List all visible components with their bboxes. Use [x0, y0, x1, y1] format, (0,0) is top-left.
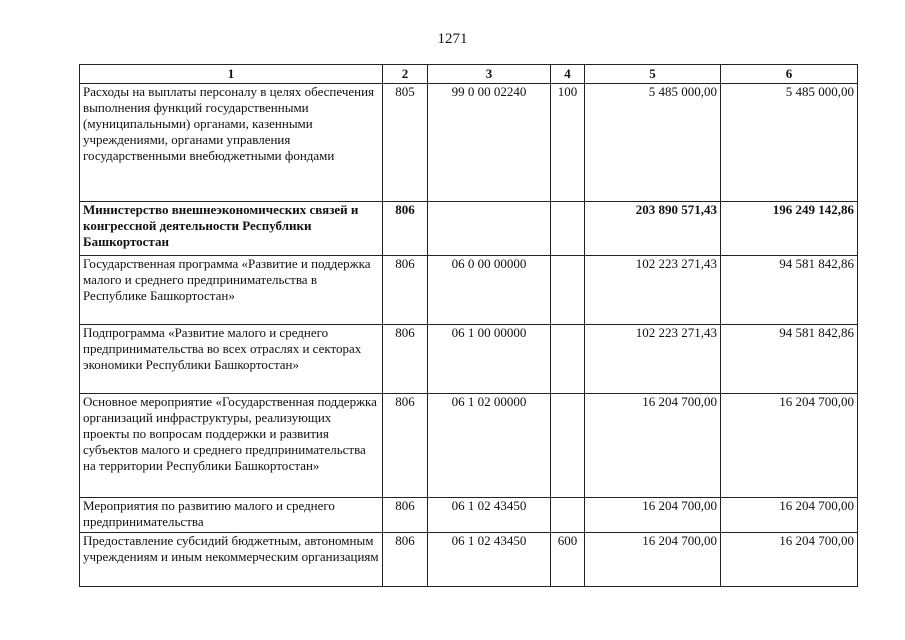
ministry-code-cell: 806 — [383, 325, 428, 394]
table-row — [80, 498, 858, 533]
table-row — [80, 533, 858, 587]
amount-column-5-cell: 16 204 700,00 — [585, 498, 721, 533]
amount-column-5-cell: 102 223 271,43 — [585, 325, 721, 394]
column-header-1: 1 — [80, 65, 383, 84]
target-item-cell: 06 1 00 00000 — [428, 325, 551, 394]
amount-column-6-cell: 16 204 700,00 — [721, 394, 858, 498]
expense-type-cell — [551, 325, 585, 394]
expense-type-cell: 100 — [551, 84, 585, 202]
amount-column-6-cell: 196 249 142,86 — [721, 202, 858, 256]
ministry-code-cell: 806 — [383, 394, 428, 498]
column-header-5: 5 — [585, 65, 721, 84]
expense-type-cell — [551, 202, 585, 256]
amount-column-5-cell: 16 204 700,00 — [585, 533, 721, 587]
amount-column-5-cell: 203 890 571,43 — [585, 202, 721, 256]
amount-column-6-cell: 16 204 700,00 — [721, 533, 858, 587]
ministry-code-cell: 806 — [383, 256, 428, 325]
row-name-cell: Подпрограмма «Развитие малого и среднего предпринимательства во всех отраслях и секторах экономики Республики Башкортостан» — [80, 325, 383, 394]
column-header-4: 4 — [551, 65, 585, 84]
target-item-cell: 06 1 02 43450 — [428, 533, 551, 587]
table-row — [80, 394, 858, 498]
row-name-cell: Предоставление субсидий бюджетным, автономным учреждениям и иным некоммерческим организациям — [80, 533, 383, 587]
row-name-cell: Государственная программа «Развитие и поддержка малого и среднего предпринимательства в Республике Башкортостан» — [80, 256, 383, 325]
amount-column-6-cell: 16 204 700,00 — [721, 498, 858, 533]
amount-column-5-cell: 16 204 700,00 — [585, 394, 721, 498]
column-header-2: 2 — [383, 65, 428, 84]
target-item-cell — [428, 202, 551, 256]
target-item-cell: 99 0 00 02240 — [428, 84, 551, 202]
expense-type-cell — [551, 498, 585, 533]
expense-type-cell — [551, 394, 585, 498]
ministry-code-cell: 806 — [383, 202, 428, 256]
amount-column-5-cell: 102 223 271,43 — [585, 256, 721, 325]
row-name-cell: Мероприятия по развитию малого и среднего предпринимательства — [80, 498, 383, 533]
target-item-cell: 06 1 02 00000 — [428, 394, 551, 498]
header-row — [80, 65, 858, 84]
budget-table — [79, 64, 858, 587]
row-name-cell: Министерство внешнеэкономических связей и конгрессной деятельности Республики Башкортостан — [80, 202, 383, 256]
table-row — [80, 84, 858, 202]
amount-column-6-cell: 94 581 842,86 — [721, 256, 858, 325]
row-name-cell: Основное мероприятие «Государственная поддержка организаций инфраструктуры, реализующих проекты по вопросам поддержки и развития субъектов малого и среднего предпринимательства на территории Республики Башкортостан» — [80, 394, 383, 498]
amount-column-6-cell: 94 581 842,86 — [721, 325, 858, 394]
ministry-code-cell: 806 — [383, 533, 428, 587]
target-item-cell: 06 1 02 43450 — [428, 498, 551, 533]
page-number: 1271 — [437, 31, 468, 47]
table-row — [80, 325, 858, 394]
expense-type-cell: 600 — [551, 533, 585, 587]
amount-column-6-cell: 5 485 000,00 — [721, 84, 858, 202]
column-header-3: 3 — [428, 65, 551, 84]
table-row — [80, 256, 858, 325]
amount-column-5-cell: 5 485 000,00 — [585, 84, 721, 202]
row-name-cell: Расходы на выплаты персоналу в целях обеспечения выполнения функций государственными (муниципальными) органами, казенными учреждениями, органами управления государственными внебюджетными фондами — [80, 84, 383, 202]
expense-type-cell — [551, 256, 585, 325]
target-item-cell: 06 0 00 00000 — [428, 256, 551, 325]
ministry-code-cell: 806 — [383, 498, 428, 533]
ministry-code-cell: 805 — [383, 84, 428, 202]
table-header — [80, 65, 858, 84]
table-row — [80, 202, 858, 256]
table-body — [80, 84, 858, 587]
column-header-6: 6 — [721, 65, 858, 84]
